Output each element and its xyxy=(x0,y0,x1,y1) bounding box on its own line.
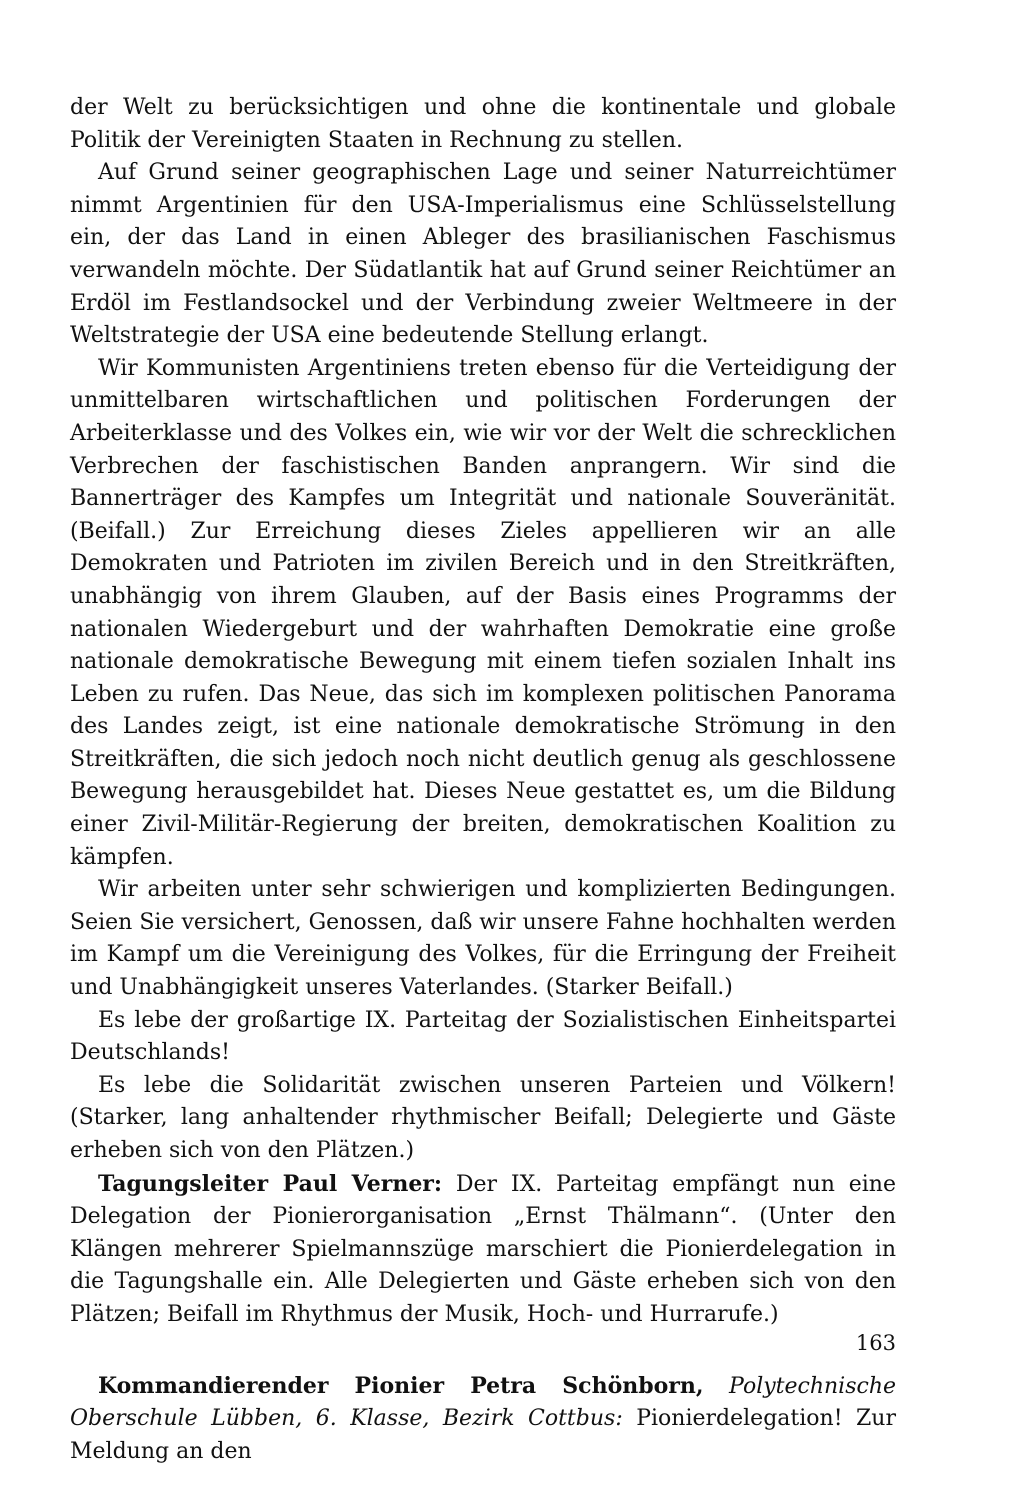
paragraph-continuation: der Welt zu berücksichtigen und ohne die kontinentale und globale Politik der Vereinigten Staaten in Rechnung zu stellen. xyxy=(70,95,896,153)
paragraph-argentina-position: Auf Grund seiner geographischen Lage und seiner Naturreichtümer nimmt Argentinien für den USA-Imperialismus eine Schlüsselstellung ein, der das Land in einen Ableger des brasilianischen Faschismus verwandeln möchte. Der Südatlantik hat auf Grund seiner Reichtümer an Erdöl im Festlandsockel und der Verbindung zweier Weltmeere in der Weltstrategie der USA eine bedeutende Stellung erlangt. xyxy=(70,160,896,349)
chair-statement: Der IX. Parteitag empfängt nun eine Delegation der Pionierorganisation „Ernst Thälmann“. (Unter den Klängen mehrerer Spielmannszüge marschiert die Pionierdelegation in die Tagungshalle ein. Alle Delegierten und Gäste erheben sich von den Plätzen; Beifall im Rhythmus der Musik, Hoch- und Hurrarufe.) xyxy=(70,1171,896,1327)
paragraph-communists-argentina: Wir Kommunisten Argentiniens treten ebenso für die Verteidigung der unmittelbaren wirtschaftlichen und politischen Forderungen der Arbeiterklasse und des Volkes ein, wie wir vor der Welt die schrecklichen Verbrechen der faschistischen Banden anprangern. Wir sind die Bannerträger des Kampfes um Integrität und nationale Souveränität. (Beifall.) Zur Erreichung dieses Zieles appellieren wir an alle Demokraten und Patrioten im zivilen Bereich und in den Streitkräften, unabhängig von ihrem Glauben, auf der Basis eines Programms der nationalen Wiedergeburt und der wahrhaften Demokratie eine große nationale demokratische Bewegung mit einem tiefen sozialen Inhalt ins Leben zu rufen. Das Neue, das sich im komplexen politischen Panorama des Landes zeigt, ist eine nationale demokratische Strömung in den Streitkräften, die sich jedoch noch nicht deutlich genug als geschlossene Bewegung herausgebildet hat. Dieses Neue gestattet es, um die Bildung einer Zivil-Militär-Regierung der breiten, demokratischen Koalition zu kämpfen. xyxy=(70,355,896,870)
paragraph-working-conditions: Wir arbeiten unter sehr schwierigen und komplizierten Bedingungen. Seien Sie versichert, Genossen, daß wir unsere Fahne hochhalten werden im Kampf um die Vereinigung des Volkes, für die Erringung der Freiheit und Unabhängigkeit unseres Vaterlandes. (Starker Beifall.) xyxy=(70,877,896,1001)
pioneer-speaker-name: Kommandierender Pionier Petra Schönborn, xyxy=(98,1372,704,1399)
pioneer-affiliation: Polytechnische Oberschule Lübben, 6. Klasse, Bezirk Cottbus: xyxy=(70,1373,897,1432)
paragraph-long-live-solidarity: Es lebe die Solidarität zwischen unseren Parteien und Völkern! (Starker, lang anhaltender rhythmischer Beifall; Delegierte und Gäste erheben sich von den Plätzen.) xyxy=(70,1072,896,1163)
paragraph-pioneer-report xyxy=(70,1370,896,1469)
page-number: 163 xyxy=(855,1331,896,1355)
paragraph-chair-announcement xyxy=(70,1168,896,1332)
paragraph-long-live-congress: Es lebe der großartige IX. Parteitag der Sozialistischen Einheitspartei Deutschlands! xyxy=(70,1007,896,1066)
section-gap xyxy=(70,1332,896,1370)
page-body xyxy=(70,92,897,1464)
pioneer-statement: Pionierdelegation! Zur Meldung an den xyxy=(70,1406,896,1464)
chair-speaker-name: Tagungsleiter Paul Verner: xyxy=(98,1170,443,1197)
